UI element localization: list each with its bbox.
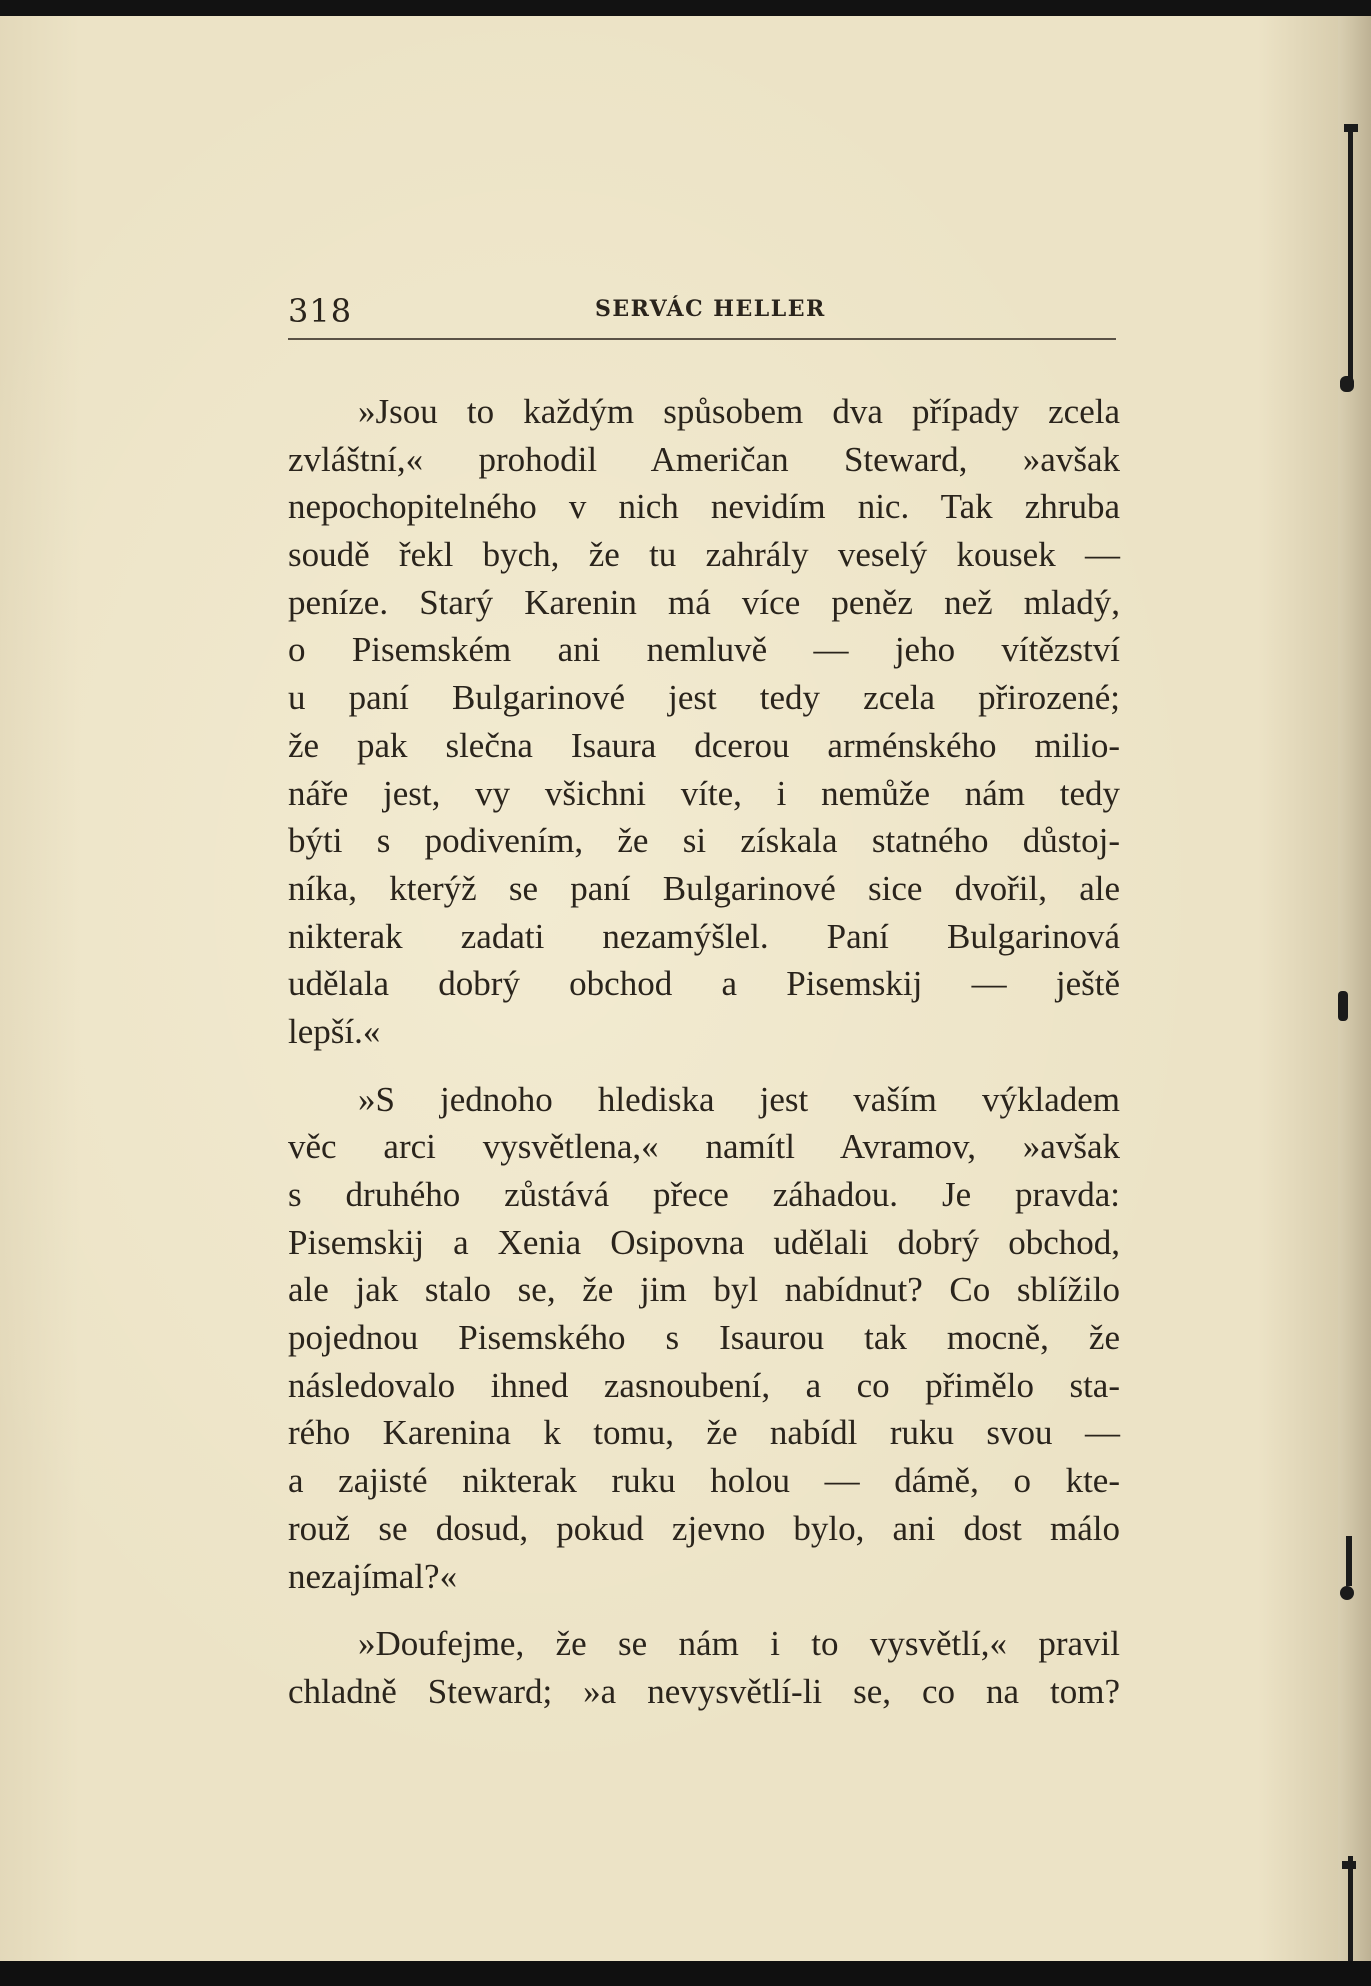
text-line: býti s podivením, že si získala statného důstoj- xyxy=(288,821,1120,861)
text-line: chladně Steward; »a nevysvětlí-li se, co na tom? xyxy=(288,1671,1120,1711)
text-line: ale jak stalo se, že jim byl nabídnut? Co sblížilo xyxy=(288,1270,1120,1310)
binding-thread-mark xyxy=(1348,1856,1353,1976)
scan-border-bottom xyxy=(0,1961,1371,1986)
paragraph xyxy=(288,1620,1120,1715)
text-line: lepší.« xyxy=(288,1011,381,1051)
binding-thread-mark xyxy=(1344,124,1358,132)
text-line: a zajisté nikterak ruku holou — dámě, o kte- xyxy=(288,1461,1120,1501)
text-line: nepochopitelného v nich nevidím nic. Tak zhruba xyxy=(288,487,1120,527)
scan-border-top xyxy=(0,0,1371,16)
text-line: níka, kterýž se paní Bulgarinové sice dvořil, ale xyxy=(288,868,1120,908)
text-line: o Pisemském ani nemluvě — jeho vítězství xyxy=(288,630,1120,670)
text-line: s druhého zůstává přece záhadou. Je pravda: xyxy=(288,1175,1120,1214)
page-number: 318 xyxy=(288,292,353,330)
text-line: soudě řekl bych, že tu zahrály veselý kousek — xyxy=(288,535,1120,575)
text-line: »Jsou to každým spůsobem dva případy zcela xyxy=(358,392,1120,431)
text-line: Pisemskij a Xenia Osipovna udělali dobrý obchod, xyxy=(288,1222,1120,1262)
text-line: rouž se dosud, pokud zjevno bylo, ani dost málo xyxy=(288,1508,1120,1548)
text-line: u paní Bulgarinové jest tedy zcela přirozené; xyxy=(288,678,1120,718)
body-text xyxy=(288,388,1120,1736)
text-line: náře jest, vy všichni víte, i nemůže nám tedy xyxy=(288,773,1120,813)
text-line: nezajímal?« xyxy=(288,1556,458,1596)
text-line: že pak slečna Isaura dcerou arménského milio- xyxy=(288,725,1120,765)
running-title: SERVÁC HELLER xyxy=(595,296,826,322)
text-line: udělala dobrý obchod a Pisemskij — ještě xyxy=(288,964,1120,1004)
book-spine-edge xyxy=(1338,16,1371,1961)
paragraph xyxy=(288,388,1120,1056)
text-line: nikterak zadati nezamýšlel. Paní Bulgarinová xyxy=(288,916,1120,956)
binding-thread-mark xyxy=(1346,1536,1352,1586)
text-line: peníze. Starý Karenin má více peněz než mladý, xyxy=(288,582,1120,622)
text-line: rého Karenina k tomu, že nabídl ruku svou — xyxy=(288,1413,1120,1453)
text-line: »Doufejme, že se nám i to vysvětlí,« pravil xyxy=(358,1624,1120,1664)
binding-thread-mark xyxy=(1348,124,1353,384)
page-header xyxy=(288,292,1116,336)
binding-thread-mark xyxy=(1340,1586,1354,1600)
text-line: následovalo ihned zasnoubení, a co přimělo sta- xyxy=(288,1365,1120,1405)
text-line: pojednou Pisemského s Isaurou tak mocně, že xyxy=(288,1318,1120,1358)
text-line: věc arci vysvětlena,« namítl Avramov, »avšak xyxy=(288,1127,1120,1167)
text-line: zvláštní,« prohodil Američan Steward, »avšak xyxy=(288,439,1120,479)
binding-thread-mark xyxy=(1338,991,1348,1021)
text-line: »S jednoho hlediska jest vaším výkladem xyxy=(358,1079,1120,1119)
header-rule xyxy=(288,338,1116,340)
paragraph xyxy=(288,1076,1120,1601)
binding-thread-mark xyxy=(1340,376,1354,392)
binding-thread-mark xyxy=(1342,1861,1356,1869)
